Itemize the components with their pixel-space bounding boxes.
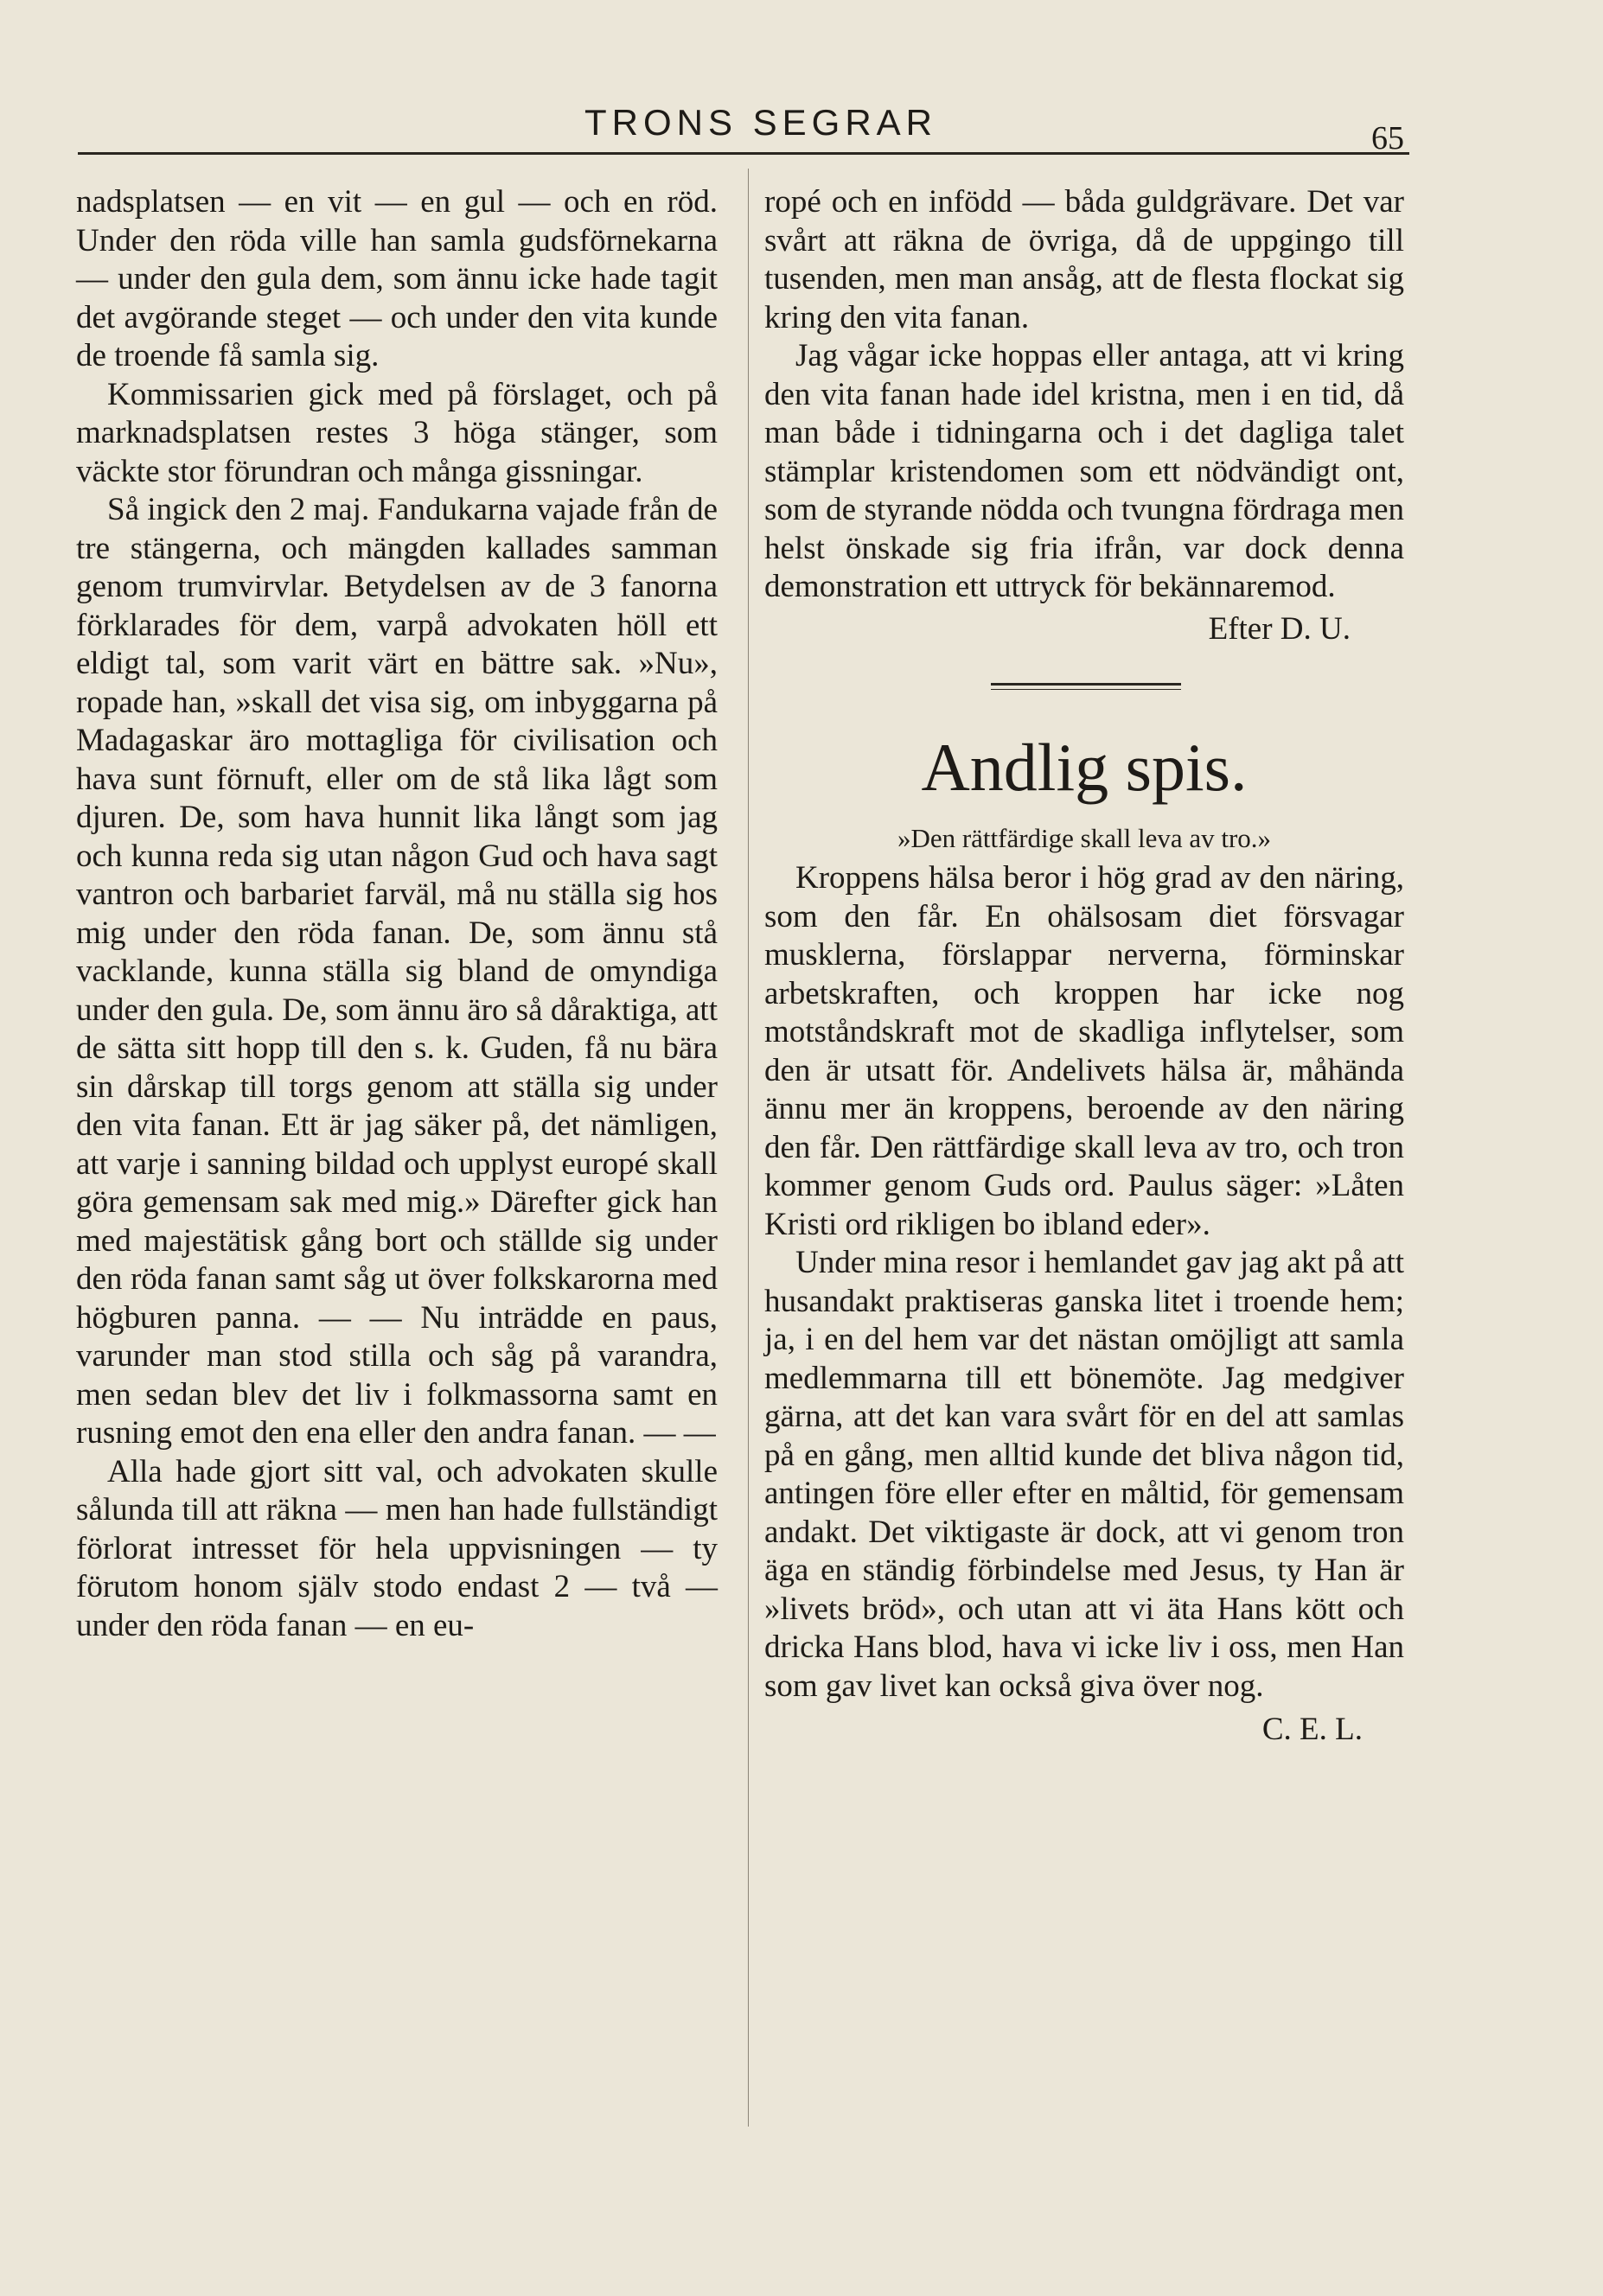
paragraph: ropé och en infödd — båda guldgrävare. Det var svårt att räkna de övriga, då de uppgingo till tusenden, men man ansåg, att de flesta flockat sig kring den vita fanan.	[764, 184, 1404, 335]
closing-signature: C. E. L.	[1261, 1712, 1363, 1747]
header-rule	[78, 152, 1409, 155]
section-title: Andlig spis.	[921, 730, 1248, 805]
paragraph: Kommissarien gick med på förslaget, och på marknadsplatsen restes 3 höga stänger, som väckte stor förundran och många gissningar.	[76, 376, 718, 489]
left-column	[76, 183, 718, 1645]
epigraph: »Den rättfärdige skall leva av tro.»	[897, 823, 1272, 853]
running-head: TRONS SEGRAR	[584, 102, 938, 143]
page-number: 65	[1371, 120, 1404, 156]
column-divider	[748, 169, 749, 2127]
section-divider	[991, 683, 1181, 690]
paragraph: Kroppens hälsa beror i hög grad av den näring, som den får. En ohälsosam diet försvagar musklerna, förslappar nerverna, förminskar arbetskraften, och kroppen har icke nog motståndskraft mot de skadliga inflytelser, som den är utsatt för. Andelivets hälsa är, måhända ännu mer än kroppens, beroende av den näring den får. Den rättfärdige skall leva av tro, och tron kommer genom Guds ord. Paulus säger: »Låten Kristi ord rikligen bo ibland eder».	[764, 860, 1404, 1242]
paragraph: Jag vågar icke hoppas eller antaga, att vi kring den vita fanan hade idel kristna, men i en tid, då man både i tidningarna och i det dagliga talet stämplar kristendomen som ett nödvändigt ont, som de styrande nödda och tvungna fördraga men helst önskade sig fria ifrån, var dock denna demonstration ett uttryck för bekännaremod.	[764, 338, 1404, 604]
article-signature: Efter D. U.	[1208, 610, 1351, 647]
paragraph: Så ingick den 2 maj. Fandukarna vajade från de tre stängerna, och mängden kallades samman genom trumvirvlar. Betydelsen av de 3 fanorna förklarades för dem, varpå advokaten höll ett eldigt tal, som varit värt en bättre sak. »Nu», ropade han, »skall det visa sig, om inbyggarna på Madagaskar äro mottagliga för civilisation och hava sunt förnuft, eller om de stå lika lågt som djuren. De, som hava hunnit lika långt som jag och kunna reda sig utan någon Gud och hava sagt vantron och barbariet farväl, må nu ställa sig hos mig under den röda fanan. De, som ännu stå vacklande, kunna ställa sig bland de omyndiga under den gula. De, som ännu äro så dåraktiga, att de sätta sitt hopp till den s. k. Guden, få nu bära sin dårskap till torgs genom att ställa sig under den vita fanan. Ett är jag säker på, det nämligen, att varje i sanning bildad och upplyst europé skall göra gemensam sak med mig.» Därefter gick han med majestätisk gång bort och ställde sig under den röda fanan samt såg ut över folkskarorna med högburen panna. — — Nu inträdde en paus, varunder man stod stilla och såg på varandra, men sedan blev det liv i folkmassorna samt en rusning emot den ena eller den andra fanan. — —	[76, 492, 718, 1451]
paragraph: Alla hade gjort sitt val, och advokaten skulle sålunda till att räkna — men han hade fullständigt förlorat intresset för hela uppvisningen — ty förutom honom själv stodo endast 2 — två — under den röda fanan — en eu-	[76, 1453, 718, 1643]
paragraph: nadsplatsen — en vit — en gul — och en röd. Under den röda ville han samla gudsförnekarna — under den gula dem, som ännu icke hade tagit det avgörande steget — och under den vita kunde de troende få samla sig.	[76, 184, 718, 373]
paragraph: Under mina resor i hemlandet gav jag akt på att husandakt praktiseras ganska litet i troende hem; ja, i en del hem var det nästan omöjligt att samla medlemmarna till ett bönemöte. Jag medgiver gärna, att det kan vara svårt för en del att samlas på en gång, men alltid kunde det bliva någon tid, antingen före eller efter en måltid, för gemensam andakt. Det viktigaste är dock, att vi genom tron äga en ständig förbindelse med Jesus, ty Han är »livets bröd», och utan att vi äta Hans kött och dricka Hans blod, hava vi icke liv i oss, men Han som gav livet kan också giva över nog.	[764, 1245, 1404, 1704]
right-column	[764, 183, 1404, 1750]
